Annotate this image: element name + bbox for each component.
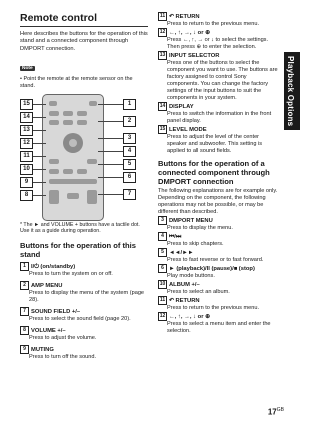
left-item [20,345,148,361]
item-number: 9 [20,345,29,354]
left-column [20,12,148,361]
remote-control-image [42,94,104,221]
item-description: Press ←, ↑, → or ↓ to select the settings. Then press ⊕ to enter the selection. [167,37,269,51]
item-number: 7 [20,307,29,316]
item-number: 11 [159,13,166,19]
item-description: Press to adjust the volume. [29,335,97,342]
section-intro: The following explanations are for example only. Depending on the component, the following operations may not be possible, or may be different than described. [158,188,278,216]
item-number: 15 [159,126,166,133]
item-title: I/⏻ (on/standby) [31,264,76,271]
callout-7: 7 [123,189,136,200]
left-item [20,307,148,323]
remote-illustration [20,94,148,219]
section-heading-stand: Buttons for the operation of this stand [20,241,137,260]
callout-8: 8 [20,190,33,201]
item-title: ←, ↑, →, ↓ or ⊕ [169,314,210,321]
item-title: ⏮/⏭ [169,234,182,241]
item-number: 4 [158,232,167,241]
callout-4: 4 [123,146,136,157]
page-number-suffix: GB [276,407,284,414]
right-item [158,280,280,296]
item-description: Press to skip chapters. [167,241,224,248]
right-item [158,248,280,264]
item-number: 5 [158,248,167,257]
item-title: DMPORT MENU [169,218,213,225]
item-title: SOUND FIELD +/– [31,309,81,316]
item-title: DISPLAY [169,104,194,111]
right-item [158,296,280,312]
callout-5: 5 [123,159,136,170]
item-description: Press to turn off the sound. [29,354,97,361]
item-title: ↶ RETURN [169,298,200,305]
right-item [158,12,280,28]
callout-3: 3 [123,133,136,144]
item-number: 3 [158,216,167,225]
right-item [158,102,280,125]
footnote: * The ► and VOLUME + buttons have a tactile dot. Use it as a guide during operation. [20,221,140,235]
note-badge: Note [22,65,33,71]
callout-1: 1 [123,99,136,110]
item-description: Press to switch the information in the front panel display. [167,111,272,125]
item-number: 13 [159,52,166,59]
item-description: Press to select an album. [167,289,230,296]
item-description: Press to select a menu item and enter the selection. [167,321,271,335]
item-number: 10 [159,281,166,288]
item-title: ► (playback)/II (pause)/■ (stop) [169,266,255,273]
page-number-value: 17 [267,408,277,417]
item-title: AMP MENU [31,283,63,290]
right-item [158,125,280,155]
item-description: Press to turn the system on or off. [29,271,113,278]
note-text: • Point the remote at the remote sensor on the stand. [20,75,133,89]
item-title: ALBUM +/– [169,282,200,289]
callout-14: 14 [20,112,33,123]
item-title: ↶ RETURN [169,14,200,21]
item-description: Press to fast reverse or to fast forward. [167,257,264,264]
item-description: Press one of the buttons to select the component you want to use. The buttons are factory assigned to control Sony components. You can change the factory settings of the input buttons to suit the components in your system. [167,60,278,102]
item-number: 11 [159,297,166,304]
intro-text: Here describes the buttons for the operation of this stand and a connected component through DMPORT connection. [20,31,148,52]
page-number [268,407,284,417]
right-item [158,264,280,280]
item-description: Press to return to the previous menu. [167,21,260,28]
item-title: LEVEL MODE [169,127,207,134]
callout-10: 10 [20,164,33,175]
item-number: 12 [159,313,166,320]
item-number: 8 [20,326,29,335]
item-title: ←, ↑, →, ↓ or ⊕ [169,30,210,37]
callout-12: 12 [20,138,33,149]
right-item [158,216,280,232]
item-description: Press to adjust the level of the center speaker and subwoofer. This setting is applied to all sound fields. [167,134,263,155]
item-number: 6 [158,264,167,273]
right-item [158,28,280,51]
callout-2: 2 [123,116,136,127]
callout-9: 9 [20,177,33,188]
item-description: Press to display the menu of the system (page 28). [29,290,145,304]
right-column [158,12,280,335]
callout-6: 6 [123,172,136,183]
left-item [20,326,148,342]
item-number: 1 [20,262,29,271]
item-number: 2 [20,281,29,290]
item-number: 14 [159,103,166,110]
item-description: Play mode buttons. [167,273,215,280]
item-description: Press to return to the previous menu. [167,305,260,312]
item-description: Press to select the sound field (page 20). [29,316,131,323]
side-tab-label: Playback Options [286,56,295,127]
item-number: 12 [159,29,166,36]
callout-11: 11 [20,151,33,162]
right-item [158,51,280,102]
callout-15: 15 [20,99,33,110]
section-heading-dmport: Buttons for the operation of a connected component through DMPORT connection [158,159,270,187]
callout-13: 13 [20,125,33,136]
left-item [20,262,148,278]
right-item [158,232,280,248]
page-title: Remote control [20,12,148,27]
item-title: MUTING [31,347,54,354]
item-title: INPUT SELECTOR [169,53,220,60]
item-title: VOLUME +/– [31,328,66,335]
right-item [158,312,280,335]
item-description: Press to display the menu. [167,225,233,232]
left-item [20,281,148,304]
item-title: ◄◄/►► [169,250,194,257]
section-side-tab [284,52,300,130]
